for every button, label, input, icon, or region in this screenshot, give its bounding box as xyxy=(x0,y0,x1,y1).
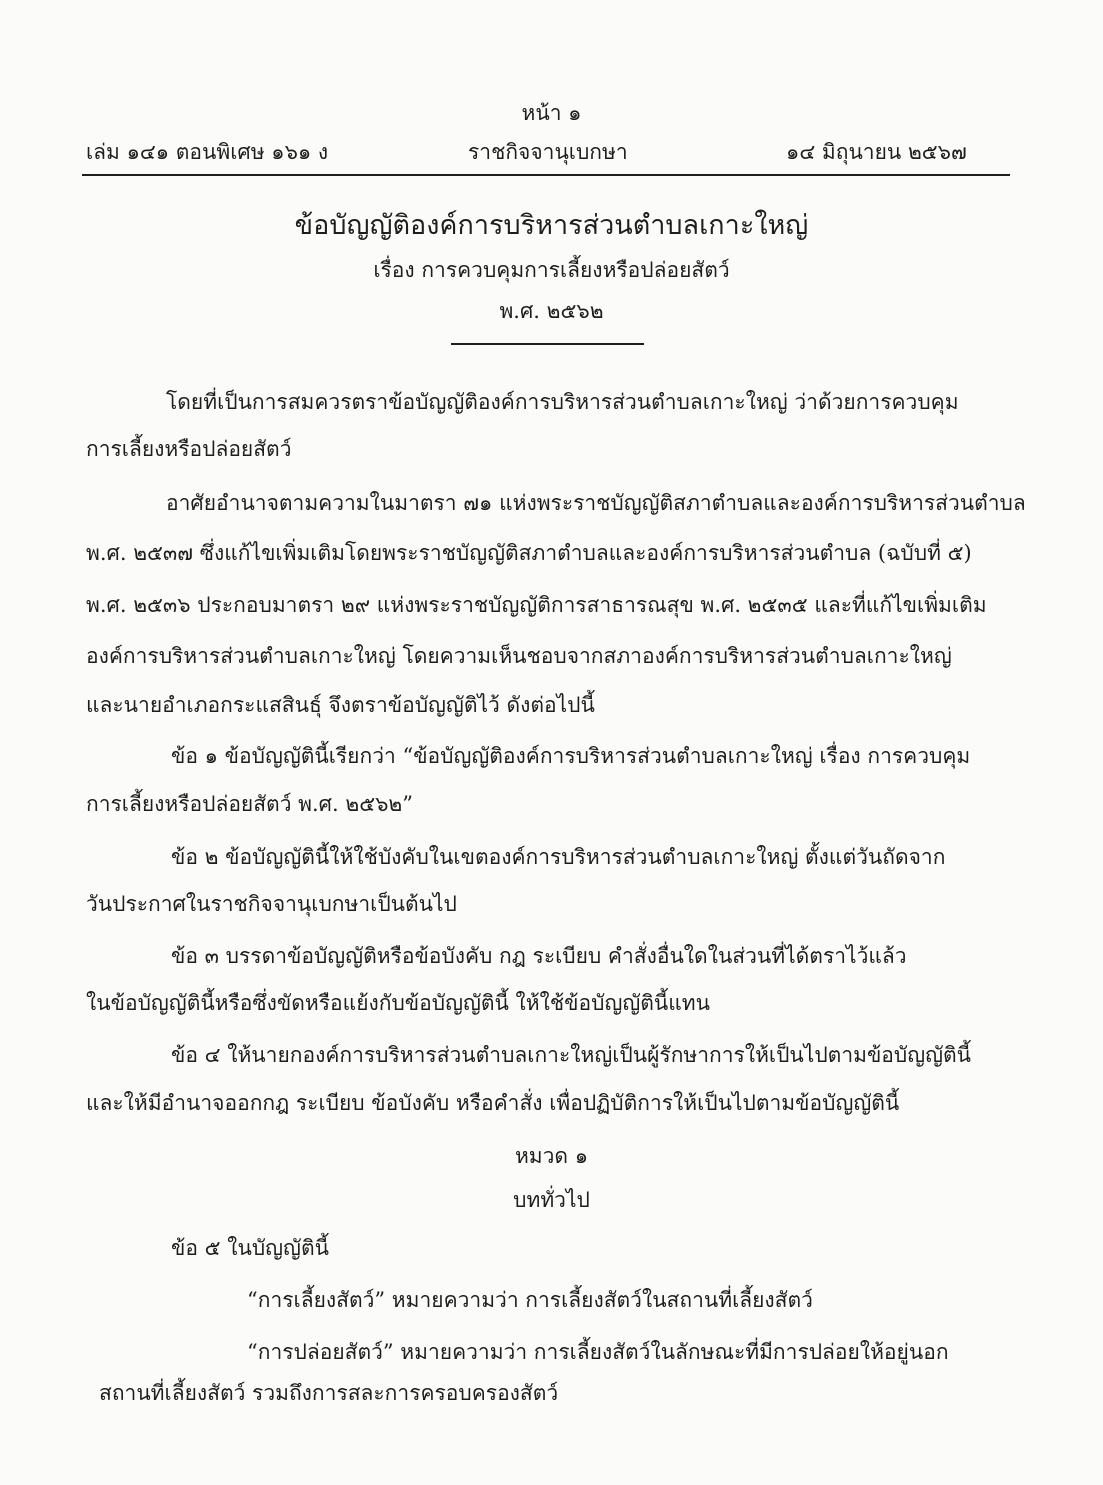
clause-3-line: ในข้อบัญญัตินี้หรือซึ่งขัดหรือแย้งกับข้อบัญญัตินี้ ให้ใช้ข้อบัญญัตินี้แทน xyxy=(86,990,710,1015)
clause-3-line: ข้อ ๓ บรรดาข้อบัญญัติหรือข้อบังคับ กฎ ระเบียบ คำสั่งอื่นใดในส่วนที่ได้ตราไว้แล้ว xyxy=(171,943,907,968)
clause-2-line: วันประกาศในราชกิจจานุเบกษาเป็นต้นไป xyxy=(86,891,457,916)
authority-line: องค์การบริหารส่วนตำบลเกาะใหญ่ โดยความเห็นชอบจากสภาองค์การบริหารส่วนตำบลเกาะใหญ่ xyxy=(86,643,952,668)
document-year: พ.ศ. ๒๕๖๒ xyxy=(499,298,604,323)
definition-releasing-animals: “การปล่อยสัตว์” หมายความว่า การเลี้ยงสัตว์ในลักษณะที่มีการปล่อยให้อยู่นอก xyxy=(247,1339,949,1364)
clause-5-intro: ข้อ ๕ ในบัญญัตินี้ xyxy=(171,1235,329,1260)
header-rule xyxy=(82,174,1010,176)
document-subject: เรื่อง การควบคุมการเลี้ยงหรือปล่อยสัตว์ xyxy=(373,257,730,282)
authority-line: อาศัยอำนาจตามความในมาตรา ๗๑ แห่งพระราชบัญญัติสภาตำบลและองค์การบริหารส่วนตำบล xyxy=(166,490,1026,515)
clause-2-line: ข้อ ๒ ข้อบัญญัตินี้ให้ใช้บังคับในเขตองค์การบริหารส่วนตำบลเกาะใหญ่ ตั้งแต่วันถัดจาก xyxy=(171,844,946,869)
title-rule xyxy=(451,343,644,345)
volume-info: เล่ม ๑๔๑ ตอนพิเศษ ๑๖๑ ง xyxy=(86,139,329,164)
document-title: ข้อบัญญัติองค์การบริหารส่วนตำบลเกาะใหญ่ xyxy=(294,210,809,242)
page-number: หน้า ๑ xyxy=(521,100,582,125)
chapter-name: บททั่วไป xyxy=(513,1187,590,1212)
preamble-line: การเลี้ยงหรือปล่อยสัตว์ xyxy=(86,436,292,461)
clause-1-line: การเลี้ยงหรือปล่อยสัตว์ พ.ศ. ๒๕๖๒” xyxy=(86,791,414,816)
gazette-name: ราชกิจจานุเบกษา xyxy=(468,139,628,164)
clause-1-line: ข้อ ๑ ข้อบัญญัตินี้เรียกว่า “ข้อบัญญัติองค์การบริหารส่วนตำบลเกาะใหญ่ เรื่อง การควบคุม xyxy=(171,743,971,768)
publication-date: ๑๔ มิถุนายน ๒๕๖๗ xyxy=(786,139,967,164)
definition-releasing-animals: สถานที่เลี้ยงสัตว์ รวมถึงการสละการครอบครองสัตว์ xyxy=(99,1380,559,1405)
preamble-line: โดยที่เป็นการสมควรตราข้อบัญญัติองค์การบริหารส่วนตำบลเกาะใหญ่ ว่าด้วยการควบคุม xyxy=(166,389,959,414)
chapter-label: หมวด ๑ xyxy=(514,1143,589,1168)
definition-raising-animals: “การเลี้ยงสัตว์” หมายความว่า การเลี้ยงสัตว์ในสถานที่เลี้ยงสัตว์ xyxy=(247,1287,813,1312)
clause-4-line: และให้มีอำนาจออกกฎ ระเบียบ ข้อบังคับ หรือคำสั่ง เพื่อปฏิบัติการให้เป็นไปตามข้อบัญญัตินี้ xyxy=(86,1090,900,1115)
clause-4-line: ข้อ ๔ ให้นายกองค์การบริหารส่วนตำบลเกาะใหญ่เป็นผู้รักษาการให้เป็นไปตามข้อบัญญัตินี้ xyxy=(171,1042,972,1067)
authority-line: และนายอำเภอกระแสสินธุ์ จึงตราข้อบัญญัติไว้ ดังต่อไปนี้ xyxy=(86,692,595,717)
authority-line: พ.ศ. ๒๕๓๖ ประกอบมาตรา ๒๙ แห่งพระราชบัญญัติการสาธารณสุข พ.ศ. ๒๕๓๕ และที่แก้ไขเพิ่มเติม xyxy=(86,592,987,617)
authority-line: พ.ศ. ๒๕๓๗ ซึ่งแก้ไขเพิ่มเติมโดยพระราชบัญญัติสภาตำบลและองค์การบริหารส่วนตำบล (ฉบับที่ ๕) xyxy=(86,540,972,565)
